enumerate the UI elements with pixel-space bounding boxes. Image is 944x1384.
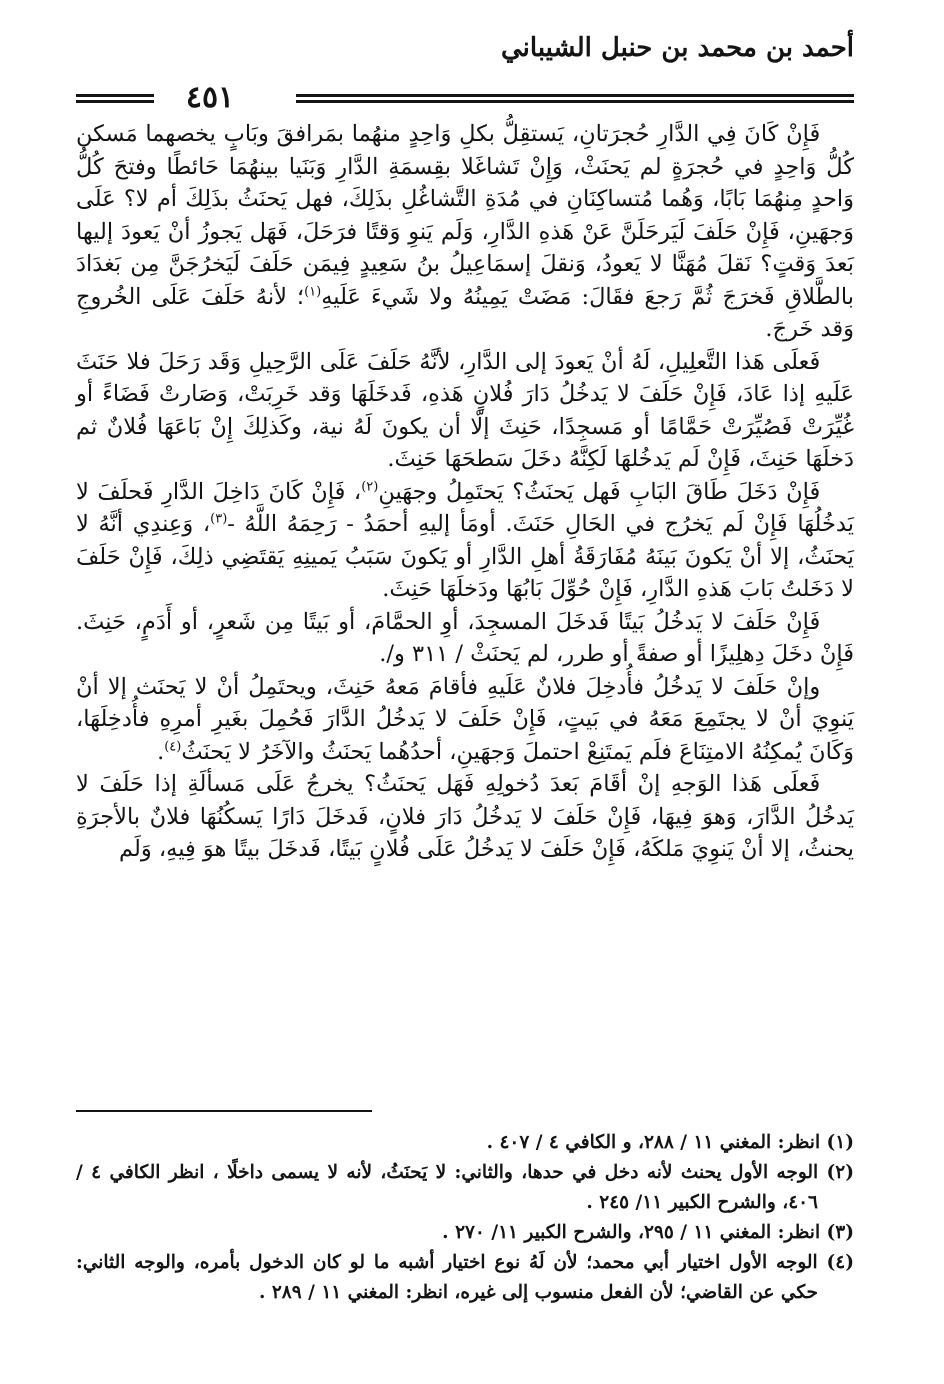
- paragraph-3: فَإِنْ دَخَلَ طَاقَ البَابِ فَهل يَحنَثُ؟ يَحتَمِلُ وجهَينِ$^{(٢)}$، فَإِنْ كَانَ دَاخِلَ الدَّارِ فَحلَفَ لا يَدخُلُهَا فَإِنْ لَم يَخرُج في الحَالِ حَنَثَ. أومَأ إليهِ أحمَدُ - رَحِمَهُ اللَّهُ -$^{(٣)}$، وَعِندِي أنَّهُ لا يَحنَثُ، إلا أنْ يَكونَ بَينَهُ مُفَارَقَةُ أهلِ الدَّارِ أو يَكونَ سَبَبُ يَمينِهِ يَقتَضِي ذلِكَ، فَإِنْ حَلَفَ لا دَخَلتُ بَابَ هَذهِ الدَّارِ، فَإِنْ حُوِّلَ بَابُهَا ودَخلَهَا حَنِثَ.: [76, 478, 854, 602]
- paragraph-4: فَإِنْ حَلَفَ لا يَدخُلُ بَيتًا فَدخَلَ المسجِدَ، أوِ الحمَّامَ، أو بَيتًا مِن شَعرٍ، أو أَدَمٍ، حَنِثَ. فَإِنْ دخَلَ دِهلِيزًا أو صفةً أو طرر، لم يَحنَثْ / ٣١١ و/.: [76, 608, 854, 667]
- footnote-2: (٢) الوجه الأول يحنث لأنه دخل في حدها، والثاني: لا يَحنَثُ، لأنه لا يسمى داخلًا ، انظر الكافي ٤ / ٤٠٦، والشرح الكبير ١١/ ٢٤٥ .: [76, 1162, 854, 1213]
- footnote-ref-4: (٤): [164, 739, 182, 754]
- header-rule-right: [296, 94, 854, 103]
- running-head: أحمد بن محمد بن حنبل الشيباني: [501, 33, 854, 63]
- footnote-ref-1: (١): [304, 284, 322, 299]
- header-rule-left: [76, 94, 154, 103]
- footnote-ref-3: (٣): [210, 511, 228, 527]
- footnote-1: (١) انظر: المغني ١١ / ٢٨٨، و الكافي ٤ / ٤٠٧ .: [486, 1132, 854, 1153]
- footnotes: [76, 1128, 854, 1308]
- footnote-ref-2: (٢): [361, 479, 379, 494]
- paragraph-2: فَعلَى هَذا التَّعلِيلِ، لَهُ أنْ يَعودَ إلى الدَّارِ، لأنَّهُ حَلَفَ عَلَى الرَّحِيلِ وَقَد رَحَلَ فلا حَنَثَ عَلَيهِ إذا عَادَ، فَإِنْ حَلَفَ لا يَدخُلُ دَارَ فُلانٍ هَذهِ، فَدخَلَهَا وَقد خَرِبَتْ، وَصَارتْ فَضَاءً أو غُيِّرَتْ فَصُيِّرَتْ حَمَّامًا أو مَسجِدًا، حَنِثَ إلّا أن يكونَ لَهُ نية، وكَذلِكَ إِنْ بَاعَهَا فُلانٌ ثم دَخلَهَا حَنِثَ، فَإِنْ لَم يَدخُلهَا لَكِنَّهُ دخَلَ سَطحَهَا حَنِثَ.: [76, 348, 854, 472]
- footnote-3: (٣) انظر: المغني ١١ / ٢٩٥، والشرح الكبير ١١/ ٢٧٠ .: [442, 1222, 854, 1243]
- book-page: [76, 28, 854, 1358]
- paragraph-6: فَعلَى هَذا الوَجهِ إنْ أقَامَ بَعدَ دُخولِهِ فَهَل يَحنَثُ؟ يخرجُ عَلَى مَسألَةِ إذا حَلَفَ لا يَدخُلُ الدَّارَ، وَهوَ فِيهَا، فَإِنْ حَلَفَ لا يَدخُلُ دَارَ فلانٍ، فَدخَلَ دَارًا يَسكُنُهَا فلانٌ بالأجرَةِ يحنثُ، إلا أنْ يَنوِيَ مَلكَهُ، فَإِنْ حَلَفَ لا يَدخُلُ عَلَى فُلانٍ بَيتًا، فَدخَلَ بيتًا هوَ فِيهِ، وَلَم: [76, 771, 854, 862]
- footnote-4: (٤) الوجه الأول اختيار أبي محمد؛ لأن لَهُ نوع اختيار أشبه ما لو كان الدخول بأمره، والوجه الثاني: حكي عن القاضي؛ لأن الفعل منسوب إلى غيره، انظر: المغني ١١ / ٢٨٩ .: [76, 1252, 854, 1303]
- paragraph-5: وإنْ حَلَفَ لا يَدخُلُ فأُدخِلَ فلانٌ عَلَيهِ فأقامَ مَعهُ حَنِثَ، ويحتَمِلُ أنْ لا يَحنَث إلا أنْ يَنوِيَ أنْ لا يجتَمِعَ مَعَهُ في بَيتٍ، فَإِنْ حَلَفَ لا يَدخُلُ الدَّارَ فَحُمِلَ بغَيرِ أمرِهِ فأُدخِلَهَا، وَكَانَ يُمكِنُهُ الامتِنَاعَ فلَم يَمتَنِعْ احتملَ وَجهَينِ، أحدُهُما يَحنَثُ والآخَرُ لا يَحنَثُ$^{(٤)}$.: [76, 673, 854, 765]
- page-number: ٤٥١: [185, 80, 235, 115]
- footnote-separator: [76, 1110, 372, 1112]
- paragraph-1: فَإِنْ كَانَ فِي الدَّارِ حُجرَتانِ، يَستقِلُّ بكلِ وَاحِدٍ منهُما بمَرافقَ وبَابٍ يخصهما مَسكن كُلُّ وَاحِدٍ في حُجرَةٍ لم يَحنَثْ، وَإِنْ تَشاغَلا بقِسمَةِ الدَّارِ وَبَنَيا بينهُمَا حَائطًا وفتحَ كُلُّ وَاحدٍ مِنهُمَا بَابًا، وَهُما مُتساكِنَانِ في مُدَةِ التَّشاغُلِ بذَلِكَ، فهل يَحنَثُ بذَلِكَ أم لا؟ عَلَى وَجهَينِ، فَإِنْ حَلَفَ لَيَرحَلَنَّ عَنْ هَذهِ الدَّارِ، وَلَم يَنوِ وَقتًا فرَحَلَ، فَهَل يَجوزُ أنْ يَعودَ إليها بَعدَ وَقتٍ؟ نَقلَ مُهَنَّا لا يَعودُ، وَنقلَ إسمَاعِيلُ بنُ سَعِيدٍ فِيمَن حَلَفَ لَيَخرُجَنَّ مِن بَغدَادَ بالطَّلاقِ فَخرَجَ ثُمَّ رَجعَ فقَالَ: مَضَتْ يَمِينُهُ ولا شَيءَ عَلَيهِ$^{(١)}$؛ لأنهُ حَلَفَ عَلَى الخُروجِ وَقد خَرجَ.: [76, 121, 854, 342]
- main-text: [76, 118, 854, 866]
